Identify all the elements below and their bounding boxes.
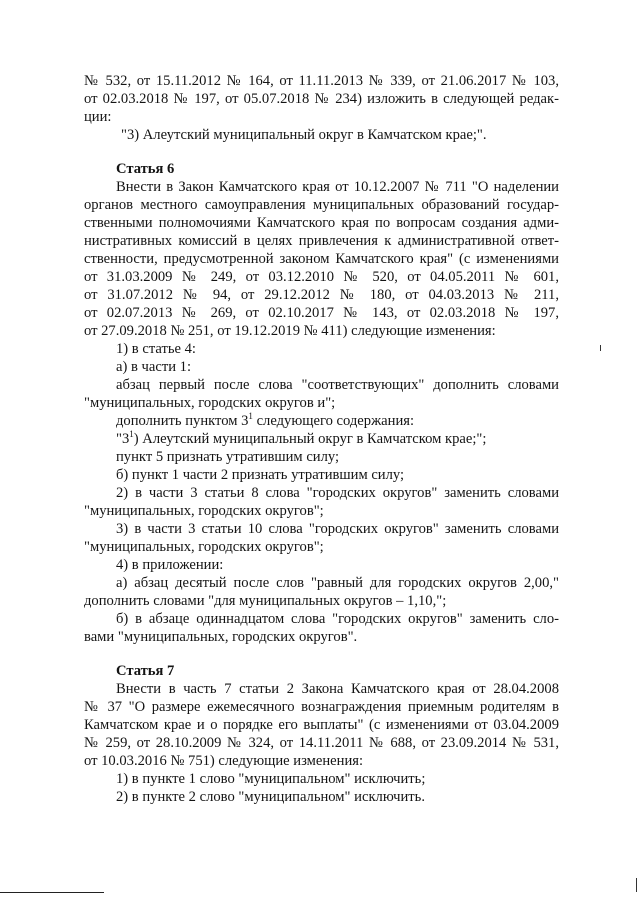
text-fragment: следующего содержания: [256,413,415,429]
text-line: б) пункт 1 части 2 признать утратившим силу; [116,467,405,483]
text-line: 2) в пункте 2 слово "муниципальном" исключить. [116,789,425,805]
text-line: № 259, от 28.10.2009 № 324, от 14.11.2011 № 688, от 23.09.2014 № 531, [84,735,559,751]
text-line: 3) в части 3 статьи 10 слова "городских округов" заменить словами [116,521,559,537]
footer-rule [0,892,104,893]
text-line: от 27.09.2018 № 251, от 19.12.2019 № 411) следующие изменения: [84,323,496,339]
text-line: 2) в части 3 статьи 8 слова "городских округов" заменить словами [116,485,559,501]
text-line: "муниципальных, городских округов"; [84,539,324,555]
text-line: ственности, предусмотренной законом Камчатского края" (с изменениями [84,251,559,267]
text-line: абзац первый после слова "соответствующих" дополнить словами [116,377,559,393]
text-line: органов местного самоуправления муниципальных образований государ- [84,197,559,213]
text-line: от 10.03.2016 № 751) следующие изменения: [84,753,364,769]
text-line: от 02.03.2018 № 197, от 05.07.2018 № 234) изложить в следующей редак- [84,91,559,107]
text-line: "3) Алеутский муниципальный округ в Камчатском крае;". [121,127,487,143]
text-line [116,430,559,448]
article-6-heading: Статья 6 [116,161,175,177]
superscript: 1 [129,429,134,440]
text-line: дополнить словами "для муниципальных округов – 1,10,"; [84,593,447,609]
text-line: 1) в статье 4: [116,341,196,357]
text-line: от 31.03.2009 № 249, от 03.12.2010 № 520, от 04.05.2011 № 601, [84,269,559,285]
article-7-heading: Статья 7 [116,663,175,679]
text-line: Внести в часть 7 статьи 2 Закона Камчатского края от 28.04.2008 [116,681,559,697]
text-fragment: "3 [116,431,130,447]
scan-mark [636,878,637,892]
text-line: 1) в пункте 1 слово "муниципальном" исключить; [116,771,426,787]
text-line: б) в абзаце одиннадцатом слова "городских округов" заменить сло- [116,611,559,627]
text-line: "муниципальных, городских округов"; [84,503,324,519]
text-line: а) абзац десятый после слов "равный для городских округов 2,00," [116,575,559,591]
text-line: ственными полномочиями Камчатского края по вопросам создания адми- [84,215,559,231]
text-line: пункт 5 признать утратившим силу; [116,449,340,465]
text-line: Внести в Закон Камчатского края от 10.12.2007 № 711 "О наделении [116,179,559,195]
text-line: 4) в приложении: [116,557,224,573]
text-fragment: дополнить пунктом 3 [116,413,249,429]
text-line: вами "муниципальных, городских округов". [84,629,358,645]
text-line: а) в части 1: [116,359,192,375]
text-line: № 37 "О размере ежемесячного вознаграждения приемным родителям в [84,699,559,715]
text-line: нистративных комиссий в целях привлечения к административной ответ- [84,233,559,249]
scan-mark [600,345,601,351]
text-line: Камчатском крае и о порядке его выплаты" (с изменениями от 03.04.2009 [84,717,559,733]
text-line: ции: [84,109,112,125]
text-line: от 02.07.2013 № 269, от 02.10.2017 № 143, от 02.03.2018 № 197, [84,305,559,321]
text-fragment: ) Алеутский муниципальный округ в Камчатском крае;"; [133,431,487,447]
text-line: "муниципальных, городских округов и"; [84,395,336,411]
text-line: № 532, от 15.11.2012 № 164, от 11.11.2013 № 339, от 21.06.2017 № 103, [84,73,559,89]
text-line: от 31.07.2012 № 94, от 29.12.2012 № 180, от 04.03.2013 № 211, [84,287,559,303]
superscript: 1 [248,411,253,422]
text-line [116,412,559,430]
